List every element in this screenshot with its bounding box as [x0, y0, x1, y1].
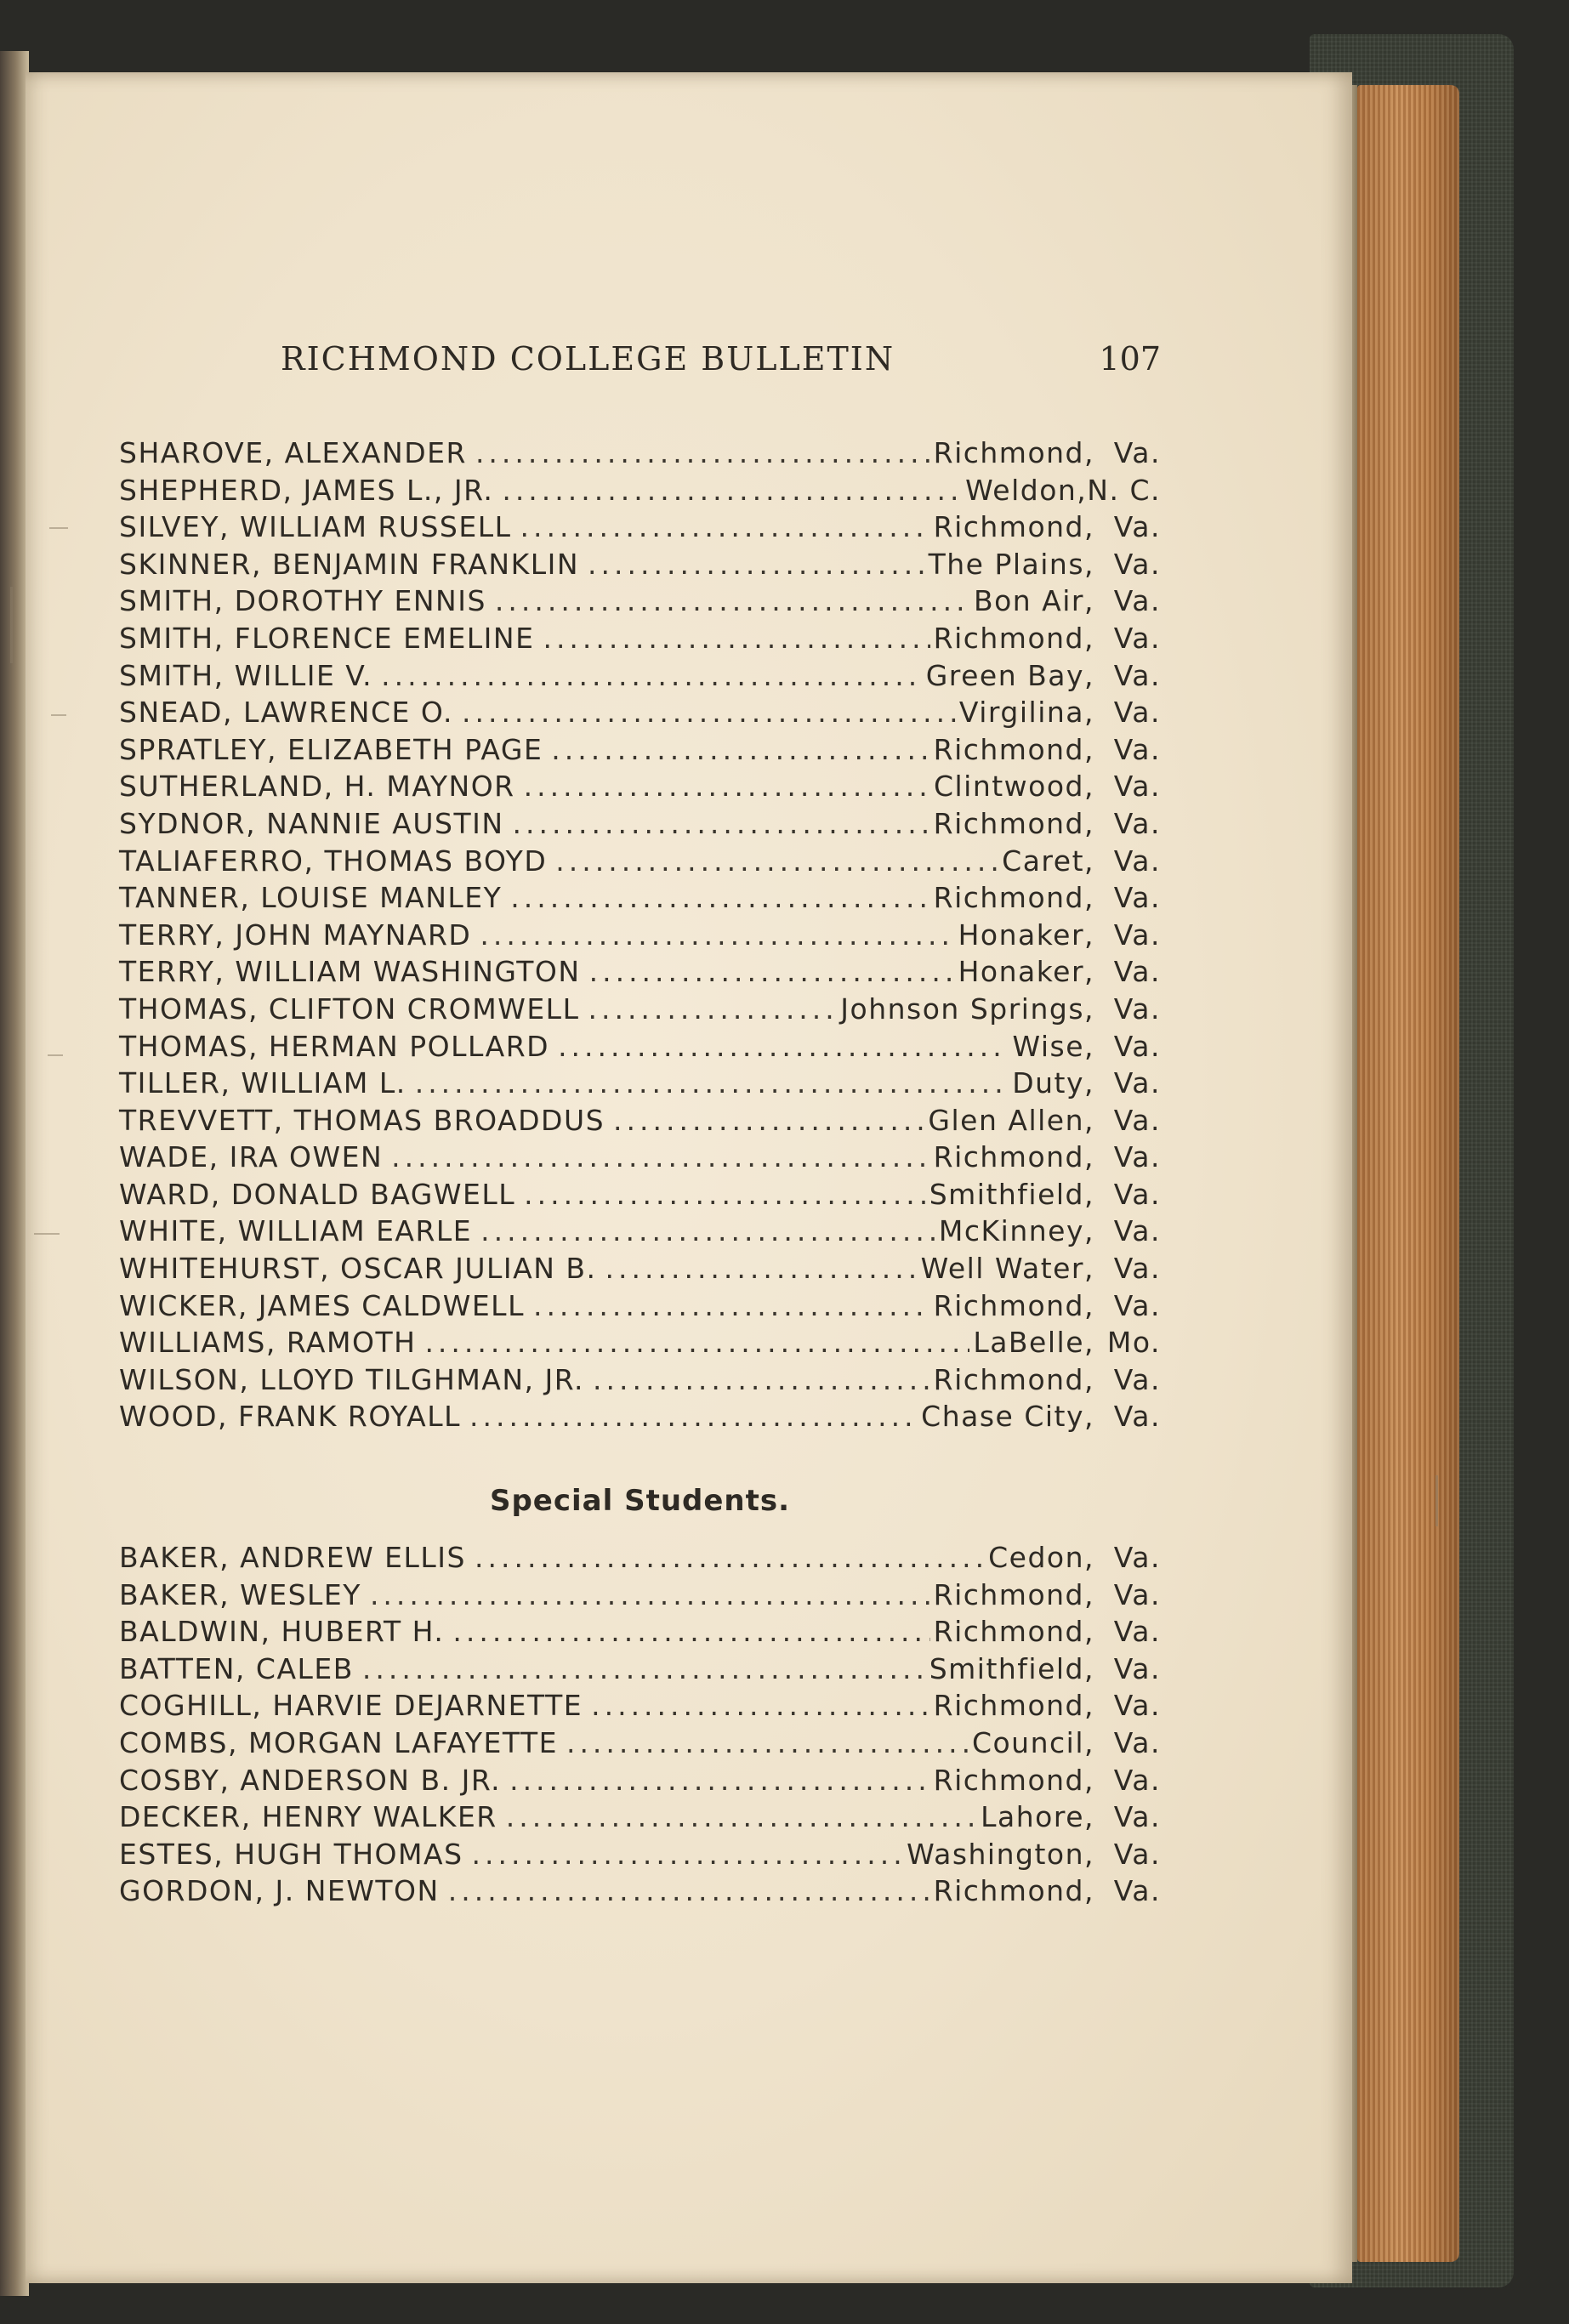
list-item [119, 1140, 1161, 1178]
student-hometown: Green Bay, [925, 658, 1094, 692]
student-state: N. C. [1087, 473, 1161, 507]
student-name: TERRY, WILLIAM WASHINGTON [119, 955, 581, 989]
dot-leader [475, 436, 930, 469]
student-state: Va. [1113, 1288, 1161, 1322]
student-hometown: Wise, [1012, 1029, 1094, 1063]
dot-leader [543, 622, 929, 655]
dot-leader [495, 584, 970, 617]
student-name: DECKER, HENRY WALKER [119, 1800, 497, 1834]
list-item [119, 622, 1161, 659]
student-name: SUTHERLAND, H. MAYNOR [119, 770, 515, 804]
dot-leader [555, 844, 998, 878]
student-state: Va. [1113, 844, 1161, 878]
student-hometown: Richmond, [933, 510, 1094, 544]
dot-leader [605, 1252, 918, 1285]
student-hometown: Richmond, [933, 1140, 1094, 1174]
student-state: Va. [1113, 1615, 1161, 1649]
list-item [119, 1252, 1161, 1289]
dot-leader [480, 918, 954, 952]
student-state: Va. [1113, 547, 1161, 581]
list-item [119, 1578, 1161, 1616]
student-state: Va. [1113, 1800, 1161, 1834]
student-state: Va. [1113, 584, 1161, 618]
student-hometown: Honaker, [958, 918, 1094, 952]
list-item [119, 1214, 1161, 1252]
student-hometown: Duty, [1012, 1066, 1094, 1100]
student-state: Va. [1113, 732, 1161, 766]
dot-leader [509, 1764, 930, 1797]
student-state: Va. [1113, 955, 1161, 989]
dot-leader [589, 955, 955, 988]
student-name: BAKER, WESLEY [119, 1577, 361, 1611]
special-student-list [119, 1541, 1161, 1912]
dot-leader [533, 1289, 930, 1322]
student-hometown: Richmond, [933, 881, 1094, 915]
student-name: SNEAD, LAWRENCE O. [119, 696, 453, 730]
student-hometown: Virgilina, [958, 696, 1094, 730]
dot-leader [588, 548, 925, 581]
student-hometown: Well Water, [920, 1252, 1094, 1286]
student-state: Va. [1113, 1400, 1161, 1434]
facing-page-edge [0, 51, 29, 2296]
student-hometown: Richmond, [933, 806, 1094, 840]
list-item [119, 1178, 1161, 1215]
student-name: TALIAFERRO, THOMAS BOYD [119, 844, 548, 878]
list-item [119, 474, 1161, 511]
dot-leader [452, 1615, 929, 1648]
student-name: BATTEN, CALEB [119, 1651, 354, 1685]
dot-leader [613, 1104, 924, 1137]
student-name: SMITH, DOROTHY ENNIS [119, 584, 486, 618]
student-name: WILSON, LLOYD TILGHMAN, JR. [119, 1362, 585, 1396]
dot-leader [472, 1838, 904, 1871]
list-item [119, 992, 1161, 1030]
dot-leader [448, 1874, 930, 1907]
dot-leader [381, 659, 923, 692]
dot-leader [566, 1726, 969, 1759]
student-state: Va. [1113, 1362, 1161, 1396]
student-name: WICKER, JAMES CALDWELL [119, 1288, 525, 1322]
student-name: GORDON, J. NEWTON [119, 1874, 440, 1908]
student-name: TANNER, LOUISE MANLEY [119, 881, 503, 915]
margin-mark [48, 1054, 63, 1056]
student-name: BAKER, ANDREW ELLIS [119, 1541, 466, 1574]
student-hometown: Lahore, [981, 1800, 1094, 1834]
student-hometown: Richmond, [933, 1874, 1094, 1908]
student-hometown: Chase City, [921, 1400, 1094, 1434]
student-state: Va. [1113, 992, 1161, 1026]
student-state: Va. [1113, 806, 1161, 840]
list-item [119, 807, 1161, 844]
student-hometown: Richmond, [933, 1689, 1094, 1723]
student-name: SYDNOR, NANNIE AUSTIN [119, 806, 504, 840]
list-item [119, 1030, 1161, 1067]
student-hometown: Richmond, [933, 621, 1094, 655]
student-hometown: Clintwood, [933, 770, 1094, 804]
list-item [119, 1066, 1161, 1104]
student-state: Va. [1113, 1066, 1161, 1100]
dot-leader [551, 733, 929, 766]
student-hometown: Cedon, [988, 1541, 1094, 1574]
student-hometown: Richmond, [933, 436, 1094, 469]
student-state: Va. [1113, 1140, 1161, 1174]
student-hometown: Richmond, [933, 732, 1094, 766]
dot-leader [510, 881, 929, 914]
list-item [119, 659, 1161, 696]
dot-leader [588, 992, 837, 1026]
dot-leader [524, 1178, 926, 1211]
student-name: SMITH, FLORENCE EMELINE [119, 621, 535, 655]
list-item [119, 881, 1161, 918]
student-state: Va. [1113, 1689, 1161, 1723]
student-hometown: Washington, [907, 1837, 1094, 1871]
list-item [119, 918, 1161, 956]
student-hometown: Smithfield, [929, 1651, 1094, 1685]
student-name: SILVEY, WILLIAM RUSSELL [119, 510, 512, 544]
student-name: WARD, DONALD BAGWELL [119, 1177, 516, 1211]
list-item [119, 1689, 1161, 1726]
list-item [119, 844, 1161, 882]
student-hometown: Richmond, [933, 1577, 1094, 1611]
bulletin-title: RICHMOND COLLEGE BULLETIN [281, 340, 895, 378]
student-state: Mo. [1106, 1326, 1161, 1360]
student-name: SMITH, WILLIE V. [119, 658, 373, 692]
margin-mark [1435, 1475, 1438, 1526]
student-state: Va. [1113, 1177, 1161, 1211]
list-item [119, 1326, 1161, 1363]
student-hometown: McKinney, [938, 1214, 1094, 1248]
dot-leader [362, 1652, 926, 1685]
student-name: COMBS, MORGAN LAFAYETTE [119, 1725, 558, 1759]
student-hometown: The Plains, [928, 547, 1094, 581]
dot-leader [480, 1214, 935, 1247]
margin-mark [34, 1233, 60, 1235]
student-name: TERRY, JOHN MAYNARD [119, 918, 472, 952]
page-edges [1357, 85, 1459, 2262]
student-name: TILLER, WILLIAM L. [119, 1066, 406, 1100]
page-number: 107 [1099, 340, 1161, 378]
student-name: WILLIAMS, RAMOTH [119, 1326, 417, 1360]
list-item [119, 1289, 1161, 1327]
student-name: ESTES, HUGH THOMAS [119, 1837, 463, 1871]
student-list [119, 436, 1161, 1437]
student-name: THOMAS, CLIFTON CROMWELL [119, 992, 580, 1026]
list-item [119, 1726, 1161, 1764]
student-hometown: Caret, [1002, 844, 1094, 878]
student-state: Va. [1113, 1651, 1161, 1685]
dot-leader [520, 510, 930, 543]
list-item [119, 510, 1161, 548]
student-name: COSBY, ANDERSON B. JR. [119, 1763, 502, 1797]
dot-leader [593, 1363, 930, 1396]
running-head [281, 340, 1161, 391]
list-item [119, 733, 1161, 770]
student-name: WHITEHURST, OSCAR JULIAN B. [119, 1252, 597, 1286]
student-state: Va. [1113, 1214, 1161, 1248]
student-hometown: Smithfield, [929, 1177, 1094, 1211]
student-hometown: Richmond, [933, 1615, 1094, 1649]
student-name: WHITE, WILLIAM EARLE [119, 1214, 473, 1248]
student-state: Va. [1113, 510, 1161, 544]
list-item [119, 584, 1161, 622]
student-name: THOMAS, HERMAN POLLARD [119, 1029, 550, 1063]
dot-leader [506, 1800, 977, 1833]
student-hometown: Richmond, [933, 1362, 1094, 1396]
list-item [119, 1104, 1161, 1141]
student-name: SPRATLEY, ELIZABETH PAGE [119, 732, 543, 766]
student-hometown: Honaker, [958, 955, 1094, 989]
dot-leader [370, 1578, 930, 1611]
list-item [119, 436, 1161, 474]
student-name: SHAROVE, ALEXANDER [119, 436, 467, 469]
dot-leader [424, 1326, 969, 1359]
dot-leader [502, 474, 962, 507]
student-state: Va. [1113, 1541, 1161, 1574]
student-state: Va. [1113, 1763, 1161, 1797]
student-state: Va. [1113, 1577, 1161, 1611]
list-item [119, 548, 1161, 585]
dot-leader [475, 1541, 985, 1574]
student-hometown: Johnson Springs, [840, 992, 1094, 1026]
list-item [119, 696, 1161, 733]
student-hometown: Bon Air, [973, 584, 1094, 618]
dot-leader [591, 1689, 930, 1722]
student-hometown: Richmond, [933, 1288, 1094, 1322]
student-state: Va. [1113, 881, 1161, 915]
list-item [119, 1874, 1161, 1912]
dot-leader [391, 1140, 929, 1173]
student-state: Va. [1113, 696, 1161, 730]
student-state: Va. [1113, 1103, 1161, 1137]
list-item [119, 1541, 1161, 1578]
student-state: Va. [1113, 658, 1161, 692]
student-state: Va. [1113, 621, 1161, 655]
list-item [119, 1363, 1161, 1401]
dot-leader [469, 1400, 918, 1433]
list-item [119, 1764, 1161, 1801]
list-item [119, 1652, 1161, 1690]
student-name: SHEPHERD, JAMES L., JR. [119, 473, 494, 507]
student-hometown: Glen Allen, [928, 1103, 1094, 1137]
student-state: Va. [1113, 1252, 1161, 1286]
special-students-heading: Special Students. [489, 1484, 791, 1518]
student-name: COGHILL, HARVIE DEJARNETTE [119, 1689, 583, 1723]
dot-leader [462, 696, 956, 729]
student-name: WOOD, FRANK ROYALL [119, 1400, 461, 1434]
student-name: TREVVETT, THOMAS BROADDUS [119, 1103, 605, 1137]
student-state: Va. [1113, 1725, 1161, 1759]
list-item [119, 1400, 1161, 1437]
list-item [119, 1800, 1161, 1838]
student-state: Va. [1113, 1874, 1161, 1908]
margin-mark [10, 587, 13, 663]
student-name: BALDWIN, HUBERT H. [119, 1615, 445, 1649]
margin-mark [51, 714, 66, 716]
student-state: Va. [1113, 770, 1161, 804]
student-hometown: Council, [971, 1725, 1094, 1759]
list-item [119, 955, 1161, 992]
margin-mark [49, 527, 68, 529]
student-hometown: Weldon, [965, 473, 1088, 507]
list-item [119, 1838, 1161, 1875]
list-item [119, 1615, 1161, 1652]
student-hometown: LaBelle, [973, 1326, 1094, 1360]
student-state: Va. [1113, 1837, 1161, 1871]
list-item [119, 770, 1161, 807]
student-state: Va. [1113, 918, 1161, 952]
dot-leader [524, 770, 930, 803]
dot-leader [513, 807, 930, 840]
student-name: WADE, IRA OWEN [119, 1140, 384, 1174]
student-hometown: Richmond, [933, 1763, 1094, 1797]
student-name: SKINNER, BENJAMIN FRANKLIN [119, 547, 580, 581]
student-state: Va. [1113, 1029, 1161, 1063]
student-state: Va. [1113, 436, 1161, 469]
dot-leader [415, 1066, 1009, 1099]
dot-leader [558, 1030, 1009, 1063]
